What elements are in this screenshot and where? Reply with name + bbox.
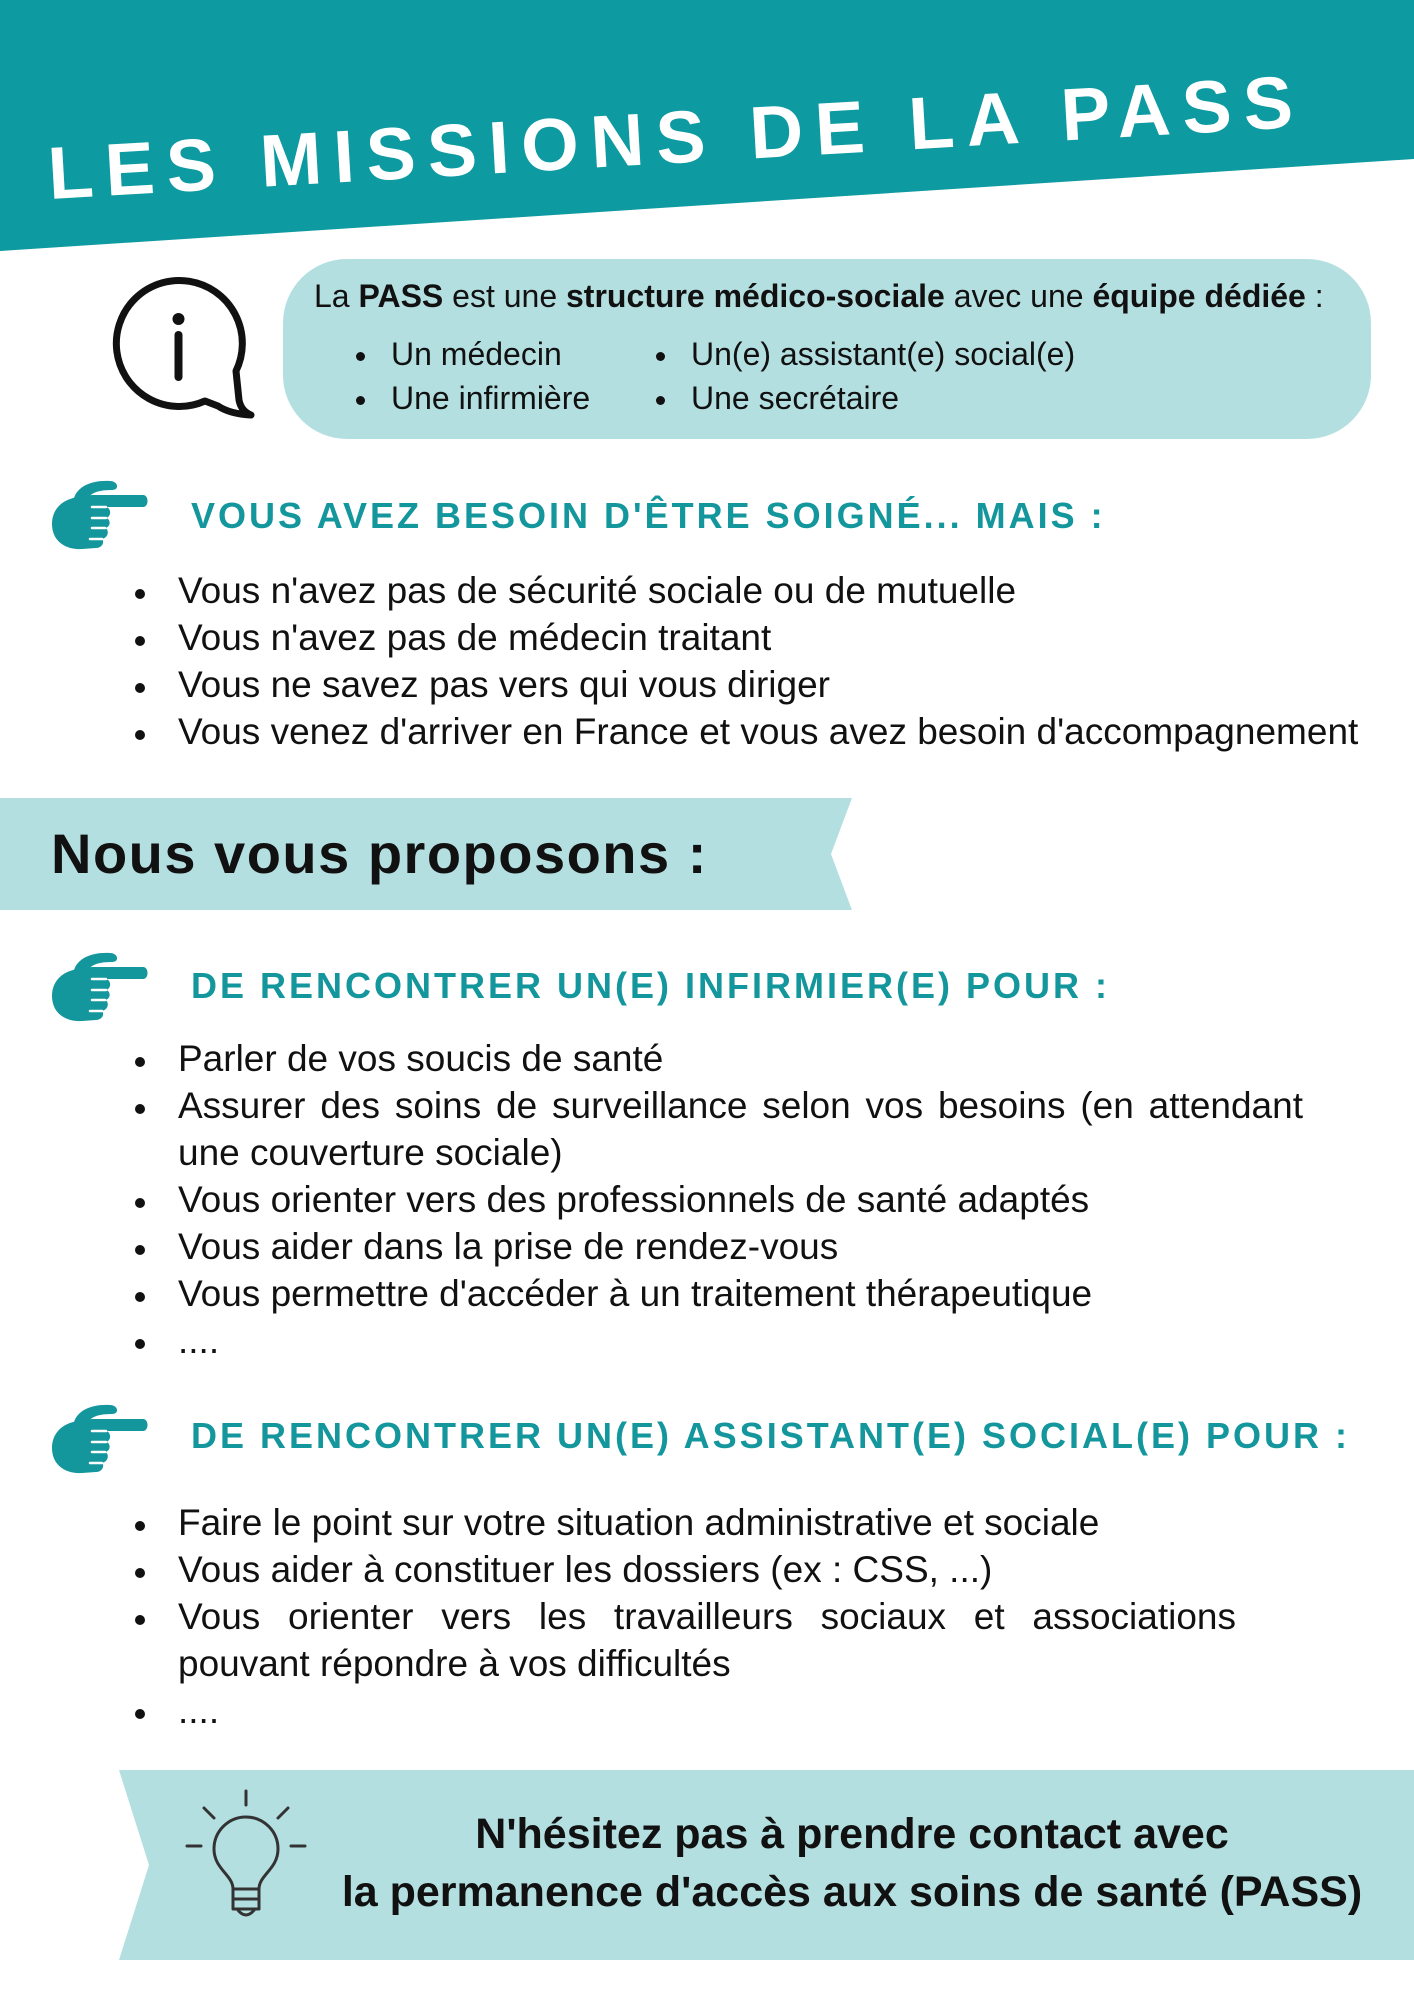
intro-text: La — [314, 278, 359, 314]
social-worker-list — [178, 1499, 1236, 1734]
intro-text: est une — [443, 278, 566, 314]
contact-message — [290, 1805, 1414, 1921]
needs-heading: VOUS AVEZ BESOIN D'ÊTRE SOIGNÉ... MAIS : — [191, 495, 1106, 536]
intro-pass: PASS — [358, 278, 444, 314]
list-item: Vous n'avez pas de médecin traitant — [178, 614, 1378, 661]
team-list — [391, 332, 590, 420]
contact-line-1: N'hésitez pas à prendre contact avec — [475, 1810, 1229, 1858]
info-speech-bubble-icon — [108, 274, 258, 420]
list-item: Parler de vos soucis de santé — [178, 1035, 1303, 1082]
nurse-heading: DE RENCONTRER UN(E) INFIRMIER(E) POUR : — [191, 965, 1110, 1006]
team-member: Un médecin — [391, 332, 590, 376]
pointing-hand-icon — [48, 478, 150, 552]
team-member: Un(e) assistant(e) social(e) — [691, 332, 1075, 376]
list-item: Vous venez d'arriver en France et vous avez besoin d'accompagnement — [178, 708, 1378, 755]
list-item: Vous n'avez pas de sécurité sociale ou de mutuelle — [178, 567, 1378, 614]
team-member: Une infirmière — [391, 376, 590, 420]
list-item: Vous aider à constituer les dossiers (ex : CSS, ...) — [178, 1546, 1236, 1593]
proposal-title: Nous vous proposons : — [51, 822, 708, 885]
intro-structure: structure médico-sociale — [566, 278, 945, 314]
pointing-hand-icon — [48, 950, 150, 1024]
intro-text: avec une — [944, 278, 1093, 314]
nurse-list — [178, 1035, 1303, 1364]
list-item: Vous ne savez pas vers qui vous diriger — [178, 661, 1378, 708]
intro-text: : — [1305, 278, 1324, 314]
social-worker-heading: DE RENCONTRER UN(E) ASSISTANT(E) SOCIAL(E) POUR : — [191, 1415, 1350, 1456]
team-list — [691, 332, 1075, 420]
contact-line-2: la permanence d'accès aux soins de santé (PASS) — [341, 1868, 1363, 1916]
list-item: Vous orienter vers des professionnels de santé adaptés — [178, 1176, 1303, 1223]
list-item: Vous orienter vers les travailleurs sociaux et associations pouvant répondre à vos difficultés — [178, 1593, 1236, 1687]
info-intro-text — [314, 276, 1324, 316]
list-item: Assurer des soins de surveillance selon vos besoins (en attendant une couverture sociale) — [178, 1082, 1303, 1176]
list-item: Vous aider dans la prise de rendez-vous — [178, 1223, 1303, 1270]
needs-list — [178, 567, 1378, 755]
page-title: LES MISSIONS DE LA PASS — [45, 59, 1307, 215]
pointing-hand-icon — [48, 1402, 150, 1476]
list-item: .... — [178, 1317, 1303, 1364]
info-box — [283, 259, 1371, 439]
list-item: Vous permettre d'accéder à un traitement thérapeutique — [178, 1270, 1303, 1317]
list-item: .... — [178, 1687, 1236, 1734]
intro-team: équipe dédiée — [1092, 278, 1306, 314]
list-item: Faire le point sur votre situation administrative et sociale — [178, 1499, 1236, 1546]
team-member: Une secrétaire — [691, 376, 1075, 420]
